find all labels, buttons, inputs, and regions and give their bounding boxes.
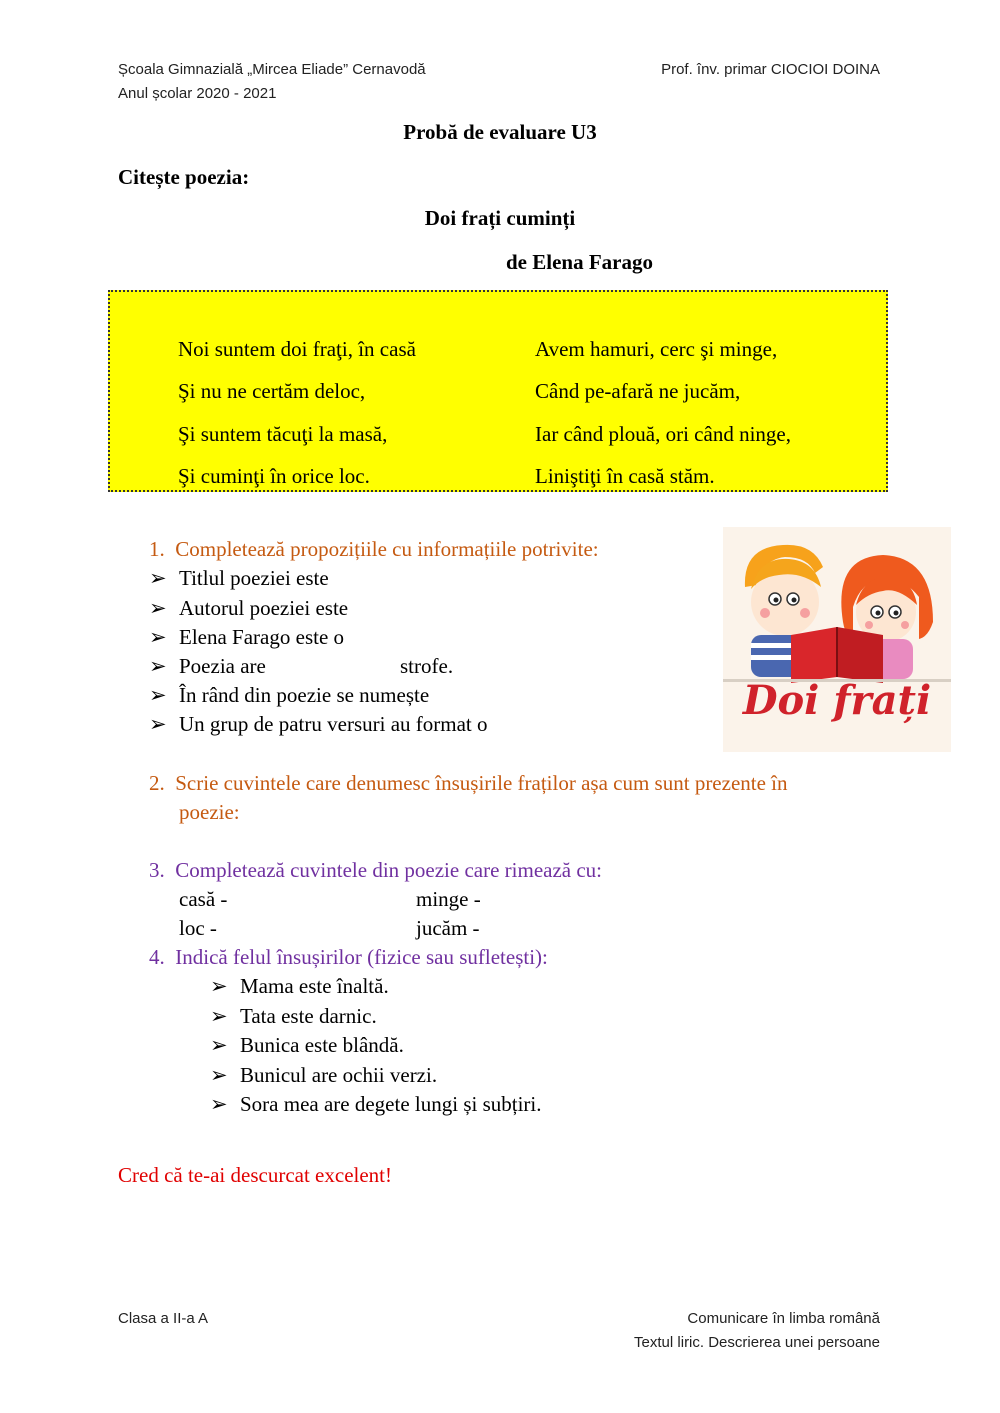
verse-left-1: Noi suntem doi fraţi, în casă xyxy=(178,337,416,361)
footer-class: Clasa a II-a A xyxy=(118,1310,209,1327)
exercise-2-prompt xyxy=(149,771,788,796)
arrowhead-bullet-icon: ➢ xyxy=(149,625,167,649)
arrowhead-bullet-icon: ➢ xyxy=(210,974,228,998)
exercise-3-text: Completează cuvintele din poezie care rimează cu: xyxy=(175,858,603,882)
arrowhead-bullet-icon: ➢ xyxy=(210,1033,228,1057)
list-item: ➢ Mama este înaltă. xyxy=(210,974,389,998)
closing-message: Cred că te-ai descurcat excelent! xyxy=(118,1163,392,1187)
illustration-caption: Doi frați xyxy=(742,677,932,724)
arrowhead-bullet-icon: ➢ xyxy=(149,596,167,620)
exercise-1-text: Completează propozițiile cu informațiile potrivite: xyxy=(175,537,599,561)
list-item: ➢ Poezia are xyxy=(149,654,266,678)
list-item: ➢ Elena Farago este o xyxy=(149,625,345,649)
arrowhead-bullet-icon: ➢ xyxy=(149,683,167,707)
exercise-2-text: Scrie cuvintele care denumesc însușirile fraților așa cum sunt prezente în xyxy=(175,771,788,795)
rhyme-word-loc: loc - xyxy=(179,916,217,940)
list-item: ➢ Un grup de patru versuri au format o xyxy=(149,712,488,736)
list-item: ➢ Bunicul are ochii verzi. xyxy=(210,1063,438,1087)
poem-box xyxy=(108,290,888,492)
list-item: ➢ Titlul poeziei este xyxy=(149,566,329,590)
exercise-1-number: 1. xyxy=(149,537,165,561)
instruction: Citește poezia: xyxy=(118,165,250,189)
arrowhead-bullet-icon: ➢ xyxy=(210,1063,228,1087)
exercise-4-prompt xyxy=(149,945,548,970)
exercise-3-prompt xyxy=(149,858,602,883)
verse-right-4: Liniştiţi în casă stăm. xyxy=(535,464,715,488)
footer-subject: Comunicare în limba română xyxy=(687,1310,880,1327)
test-title: Probă de evaluare U3 xyxy=(403,120,597,144)
arrowhead-bullet-icon: ➢ xyxy=(149,566,167,590)
list-item: ➢ Sora mea are degete lungi și subțiri. xyxy=(210,1092,542,1116)
exercise-1-prompt xyxy=(149,537,599,562)
footer-topic: Textul liric. Descrierea unei persoane xyxy=(634,1334,880,1351)
exercise-2-prompt-cont: poezie: xyxy=(179,800,240,824)
verse-left-3: Şi suntem tăcuţi la masă, xyxy=(178,422,388,446)
school-year: Anul școlar 2020 - 2021 xyxy=(118,85,277,102)
school-name: Școala Gimnazială „Mircea Eliade” Cernavodă xyxy=(118,61,426,78)
rhyme-word-casa: casă - xyxy=(179,887,228,911)
arrowhead-bullet-icon: ➢ xyxy=(210,1092,228,1116)
arrowhead-bullet-icon: ➢ xyxy=(149,654,167,678)
exercise-4-number: 4. xyxy=(149,945,165,969)
rhyme-word-jucam: jucăm - xyxy=(416,916,480,940)
teacher-name: Prof. înv. primar CIOCIOI DOINA xyxy=(661,61,880,78)
doi-frati-illustration xyxy=(723,527,951,752)
list-item: ➢ Tata este darnic. xyxy=(210,1004,377,1028)
exercise-3-number: 3. xyxy=(149,858,165,882)
verse-right-2: Când pe-afară ne jucăm, xyxy=(535,379,741,403)
verse-left-4: Şi cuminţi în orice loc. xyxy=(178,464,370,488)
poem-author: de Elena Farago xyxy=(506,250,653,274)
list-item: ➢ Autorul poeziei este xyxy=(149,596,349,620)
arrowhead-bullet-icon: ➢ xyxy=(149,712,167,736)
list-item: ➢ Bunica este blândă. xyxy=(210,1033,404,1057)
verse-left-2: Şi nu ne certăm deloc, xyxy=(178,379,366,403)
list-item: ➢ În rând din poezie se numește xyxy=(149,683,430,707)
arrowhead-bullet-icon: ➢ xyxy=(210,1004,228,1028)
exercise-2-number: 2. xyxy=(149,771,165,795)
exercise-4-text: Indică felul însușirilor (fizice sau sufletești): xyxy=(175,945,548,969)
verse-right-1: Avem hamuri, cerc şi minge, xyxy=(535,337,778,361)
verse-right-3: Iar când plouă, ori când ninge, xyxy=(535,422,791,446)
rhyme-word-minge: minge - xyxy=(416,887,481,911)
poem-title: Doi frați cuminți xyxy=(424,206,576,230)
strofe-word: strofe. xyxy=(400,654,454,678)
